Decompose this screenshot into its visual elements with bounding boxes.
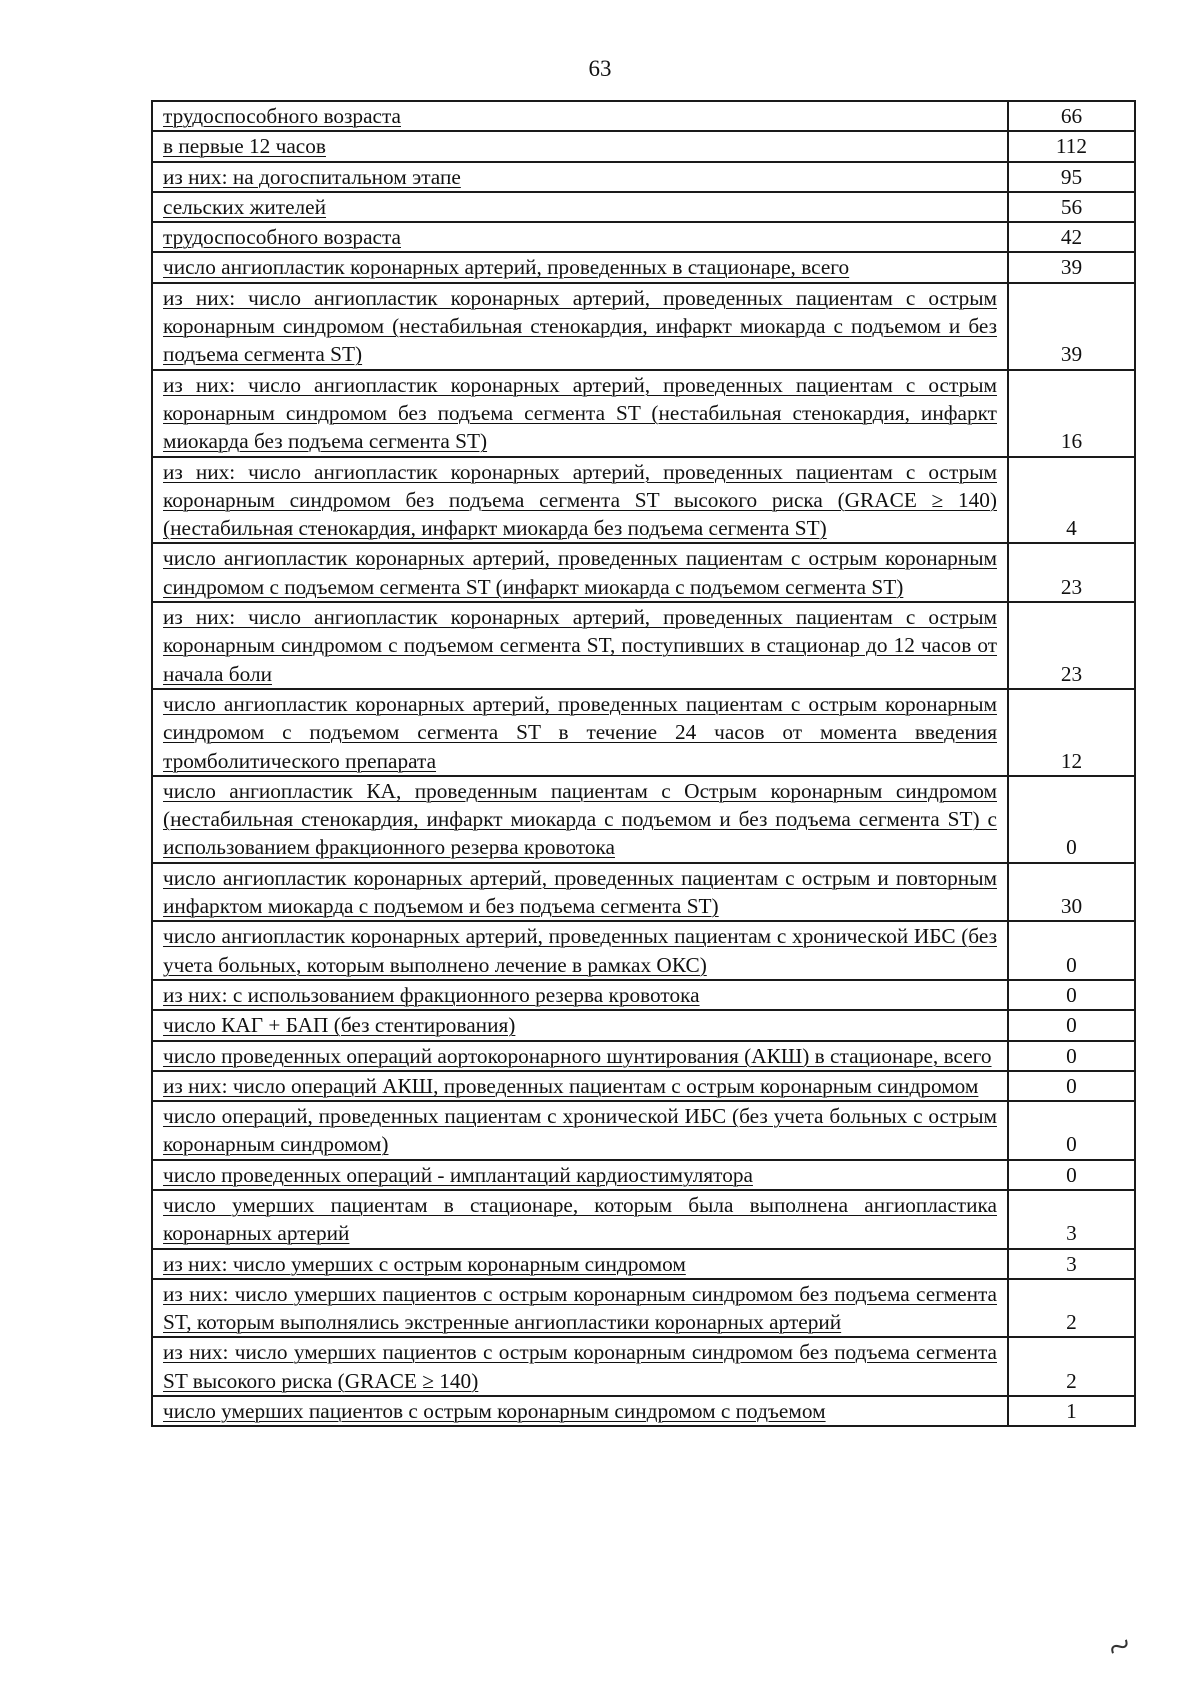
handwritten-mark-icon: ~ — [1099, 1621, 1139, 1672]
row-label: трудоспособного возраста — [152, 101, 1008, 131]
row-value: 16 — [1008, 370, 1135, 457]
table-row — [152, 602, 1135, 689]
table-row — [152, 543, 1135, 602]
row-value: 4 — [1008, 457, 1135, 544]
row-label: число проведенных операций аортокоронарного шунтирования (АКШ) в стационаре, всего — [152, 1041, 1008, 1071]
table-row — [152, 162, 1135, 192]
table-row — [152, 222, 1135, 252]
row-label: сельских жителей — [152, 192, 1008, 222]
row-value: 0 — [1008, 980, 1135, 1010]
row-label: число ангиопластик коронарных артерий, проведенных в стационаре, всего — [152, 252, 1008, 282]
table-row — [152, 1071, 1135, 1101]
statistics-table-body — [152, 101, 1135, 1426]
row-label: из них: с использованием фракционного резерва кровотока — [152, 980, 1008, 1010]
row-value: 0 — [1008, 1160, 1135, 1190]
row-label: из них: число умерших с острым коронарным синдромом — [152, 1249, 1008, 1279]
row-label: в первые 12 часов — [152, 131, 1008, 161]
statistics-table — [151, 100, 1136, 1427]
row-label: из них: на догоспитальном этапе — [152, 162, 1008, 192]
row-label: число КАГ + БАП (без стентирования) — [152, 1010, 1008, 1040]
table-row — [152, 1279, 1135, 1338]
row-label: число ангиопластик КА, проведенным пациентам с Острым коронарным синдромом (нестабильная стенокардия, инфаркт миокарда с подъемом и без подъема сегмента ST) с использованием фракционного резерва кровотока — [152, 776, 1008, 863]
row-label: из них: число умерших пациентов с острым коронарным синдромом без подъема сегмента ST, которым выполнялись экстренные ангиопластики коронарных артерий — [152, 1279, 1008, 1338]
table-row — [152, 776, 1135, 863]
row-label: число проведенных операций - имплантаций кардиостимулятора — [152, 1160, 1008, 1190]
row-label: из них: число умерших пациентов с острым коронарным синдромом без подъема сегмента ST высокого риска (GRACE ≥ 140) — [152, 1337, 1008, 1396]
row-value: 0 — [1008, 1010, 1135, 1040]
row-value: 1 — [1008, 1396, 1135, 1426]
row-label: число операций, проведенных пациентам с хронической ИБС (без учета больных с острым коронарным синдромом) — [152, 1101, 1008, 1160]
table-row — [152, 980, 1135, 1010]
row-value: 30 — [1008, 863, 1135, 922]
table-row — [152, 689, 1135, 776]
row-label: из них: число операций АКШ, проведенных пациентам с острым коронарным синдромом — [152, 1071, 1008, 1101]
row-label: трудоспособного возраста — [152, 222, 1008, 252]
table-row — [152, 1337, 1135, 1396]
row-value: 66 — [1008, 101, 1135, 131]
row-label: число ангиопластик коронарных артерий, проведенных пациентам с острым коронарным синдромом с подъемом сегмента ST (инфаркт миокарда с подъемом сегмента ST) — [152, 543, 1008, 602]
table-row — [152, 1249, 1135, 1279]
table-row — [152, 457, 1135, 544]
table-row — [152, 1041, 1135, 1071]
table-row — [152, 863, 1135, 922]
table-row — [152, 1396, 1135, 1426]
row-value: 39 — [1008, 252, 1135, 282]
table-row — [152, 283, 1135, 370]
row-value: 12 — [1008, 689, 1135, 776]
row-label: число умерших пациентам в стационаре, которым была выполнена ангиопластика коронарных артерий — [152, 1190, 1008, 1249]
table-row — [152, 252, 1135, 282]
table-row — [152, 1010, 1135, 1040]
table-row — [152, 921, 1135, 980]
table-row — [152, 1101, 1135, 1160]
row-value: 0 — [1008, 1101, 1135, 1160]
table-row — [152, 192, 1135, 222]
row-label: число умерших пациентов с острым коронарным синдромом с подъемом — [152, 1396, 1008, 1426]
table-row — [152, 101, 1135, 131]
row-value: 0 — [1008, 776, 1135, 863]
row-value: 42 — [1008, 222, 1135, 252]
row-value: 2 — [1008, 1279, 1135, 1338]
row-label: число ангиопластик коронарных артерий, проведенных пациентам с острым и повторным инфарктом миокарда с подъемом и без подъема сегмента ST) — [152, 863, 1008, 922]
table-row — [152, 1190, 1135, 1249]
row-label: число ангиопластик коронарных артерий, проведенных пациентам с хронической ИБС (без учета больных, которым выполнено лечение в рамках ОКС) — [152, 921, 1008, 980]
row-value: 0 — [1008, 1071, 1135, 1101]
row-value: 3 — [1008, 1190, 1135, 1249]
row-label: число ангиопластик коронарных артерий, проведенных пациентам с острым коронарным синдромом с подъемом сегмента ST в течение 24 часов от момента введения тромболитического препарата — [152, 689, 1008, 776]
row-value: 3 — [1008, 1249, 1135, 1279]
page-number: 63 — [588, 56, 612, 81]
row-value: 56 — [1008, 192, 1135, 222]
row-value: 95 — [1008, 162, 1135, 192]
row-value: 23 — [1008, 602, 1135, 689]
row-label: из них: число ангиопластик коронарных артерий, проведенных пациентам с острым коронарным синдромом без подъема сегмента ST высокого риска (GRACE ≥ 140) (нестабильная стенокардия, инфаркт миокарда без подъема сегмента ST) — [152, 457, 1008, 544]
table-row — [152, 1160, 1135, 1190]
row-label: из них: число ангиопластик коронарных артерий, проведенных пациентам с острым коронарным синдромом (нестабильная стенокардия, инфаркт миокарда с подъемом и без подъема сегмента ST) — [152, 283, 1008, 370]
row-label: из них: число ангиопластик коронарных артерий, проведенных пациентам с острым коронарным синдромом с подъемом сегмента ST, поступивших в стационар до 12 часов от начала боли — [152, 602, 1008, 689]
row-value: 0 — [1008, 1041, 1135, 1071]
row-value: 23 — [1008, 543, 1135, 602]
row-value: 39 — [1008, 283, 1135, 370]
table-row — [152, 370, 1135, 457]
row-value: 112 — [1008, 131, 1135, 161]
row-value: 0 — [1008, 921, 1135, 980]
row-label: из них: число ангиопластик коронарных артерий, проведенных пациентам с острым коронарным синдромом без подъема сегмента ST (нестабильная стенокардия, инфаркт миокарда без подъема сегмента ST) — [152, 370, 1008, 457]
table-row — [152, 131, 1135, 161]
row-value: 2 — [1008, 1337, 1135, 1396]
